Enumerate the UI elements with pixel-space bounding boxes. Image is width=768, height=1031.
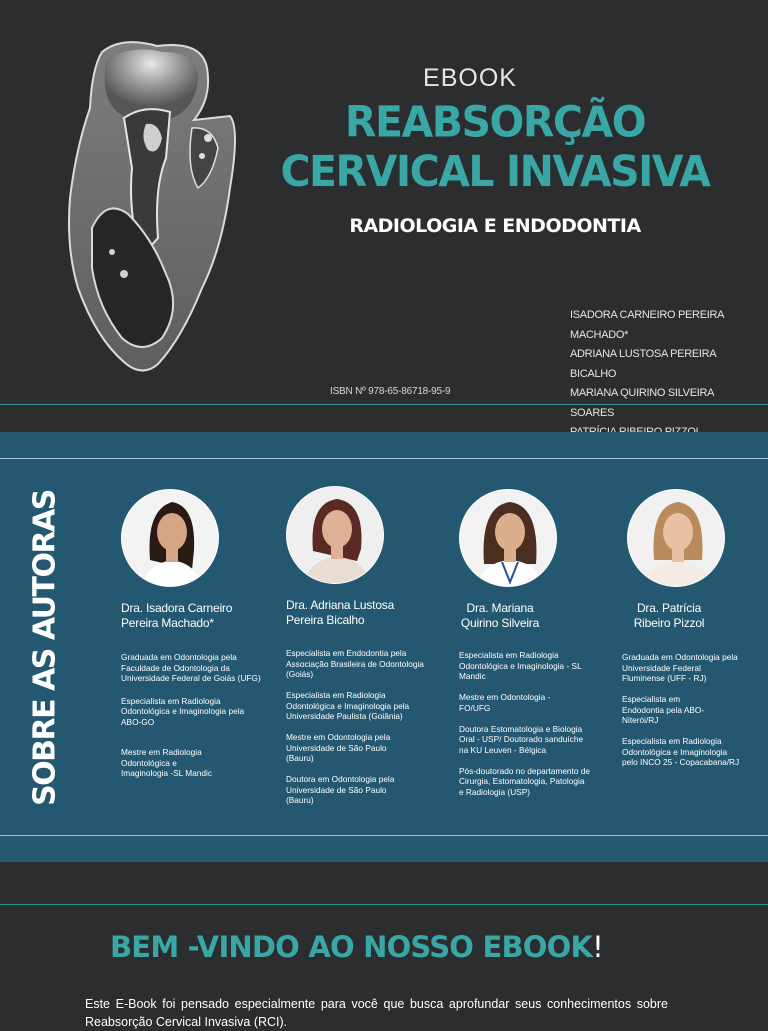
credential: Especialista em Radiologia Odontológica e Imaginologia pela Universidade Paulista (Goiânia) <box>286 690 410 721</box>
credential: Mestre em Odontologia - FO/UFG <box>459 692 551 713</box>
author-name: Dra. Isadora Carneiro Pereira Machado* <box>121 601 233 630</box>
credential: Doutora Estomatologia e Biologia Oral - USP/ Doutorado sanduíche na KU Leuven - Bélgica <box>459 723 584 755</box>
band-top-line <box>0 458 768 459</box>
cover-author: ISADORA CARNEIRO PEREIRA MACHADO* <box>570 309 724 341</box>
avatar <box>459 489 557 587</box>
title-line-1: REABSORÇÃO <box>344 96 646 147</box>
ebook-label: EBOOK <box>423 64 517 92</box>
author-card-isadora <box>121 489 219 587</box>
author-credentials <box>286 648 428 816</box>
author-name: Dra. Mariana Quirino Silveira <box>460 601 540 630</box>
cover-author-list <box>570 306 760 443</box>
avatar <box>627 489 725 587</box>
credential: Especialista em Endodontia pela Associação Brasileira de Odontologia (Goiás) <box>286 648 424 679</box>
author-card-mariana <box>459 489 557 587</box>
welcome-heading: BEM -VINDO AO NOSSO EBOOK! <box>110 930 603 964</box>
author-credentials <box>121 652 263 789</box>
isbn-number: ISBN Nº 978-65-86718-95-9 <box>330 386 451 397</box>
avatar <box>121 489 219 587</box>
tooth-ct-image <box>62 38 242 374</box>
cover-section <box>0 0 768 432</box>
cover-bottom-divider <box>0 404 768 405</box>
author-card-adriana <box>286 486 384 584</box>
credential: Especialista em Endodontia pela ABO-Niterói/RJ <box>622 694 705 725</box>
author-card-patricia <box>627 489 725 587</box>
cover-author: MARIANA QUIRINO SILVEIRA SOARES <box>570 387 714 419</box>
credential: Pós-doutorado no departamento de Cirurgia, Estomatologia, Patologia e Radiologia (USP) <box>459 765 591 797</box>
avatar <box>286 486 384 584</box>
credential: Mestre em Radiologia Odontológica e Imaginologia -SL Mandic <box>121 747 213 778</box>
author-credentials <box>622 652 744 778</box>
credential: Especialista em Radiologia Odontológica e Imaginologia pelo INCO 25 - Copacabana/RJ <box>622 736 740 767</box>
welcome-paragraph: Este E-Book foi pensado especialmente para você que busca aprofundar seus conhecimentos sobre Reabsorção Cervical Invasiva (RCI). <box>85 997 668 1029</box>
cover-author: ADRIANA LUSTOSA PEREIRA BICALHO <box>570 348 716 380</box>
author-name: Dra. Adriana Lustosa Pereira Bicalho <box>286 598 395 627</box>
credential: Especialista em Radiologia Odontológica e Imaginologia pela ABO-GO <box>121 695 245 727</box>
credential: Doutora em Odontologia pela Universidade de São Paulo (Bauru) <box>286 774 395 805</box>
credential: Graduada em Odontologia pela Faculdade de Odontologia da Universidade Federal de Goiás (UFG) <box>121 652 261 683</box>
title-line-2: CERVICAL INVASIVA <box>280 145 710 197</box>
credential: Especialista em Radiologia Odontológica e Imaginologia - SL Mandic <box>459 650 582 681</box>
ebook-subtitle: RADIOLOGIA E ENDODONTIA <box>349 215 641 237</box>
band-bottom-line <box>0 835 768 836</box>
credential: Mestre em Odontologia pela Universidade de São Paulo (Bauru) <box>286 732 391 763</box>
credential: Graduada em Odontologia pela Universidade Federal Fluminense (UFF - RJ) <box>622 652 738 683</box>
author-credentials <box>459 650 591 808</box>
welcome-top-divider <box>0 904 768 905</box>
about-authors-heading: SOBRE AS AUTORAS <box>27 490 63 806</box>
ebook-title <box>260 98 730 197</box>
author-name: Dra. Patrícia Ribeiro Pizzol <box>633 601 705 630</box>
